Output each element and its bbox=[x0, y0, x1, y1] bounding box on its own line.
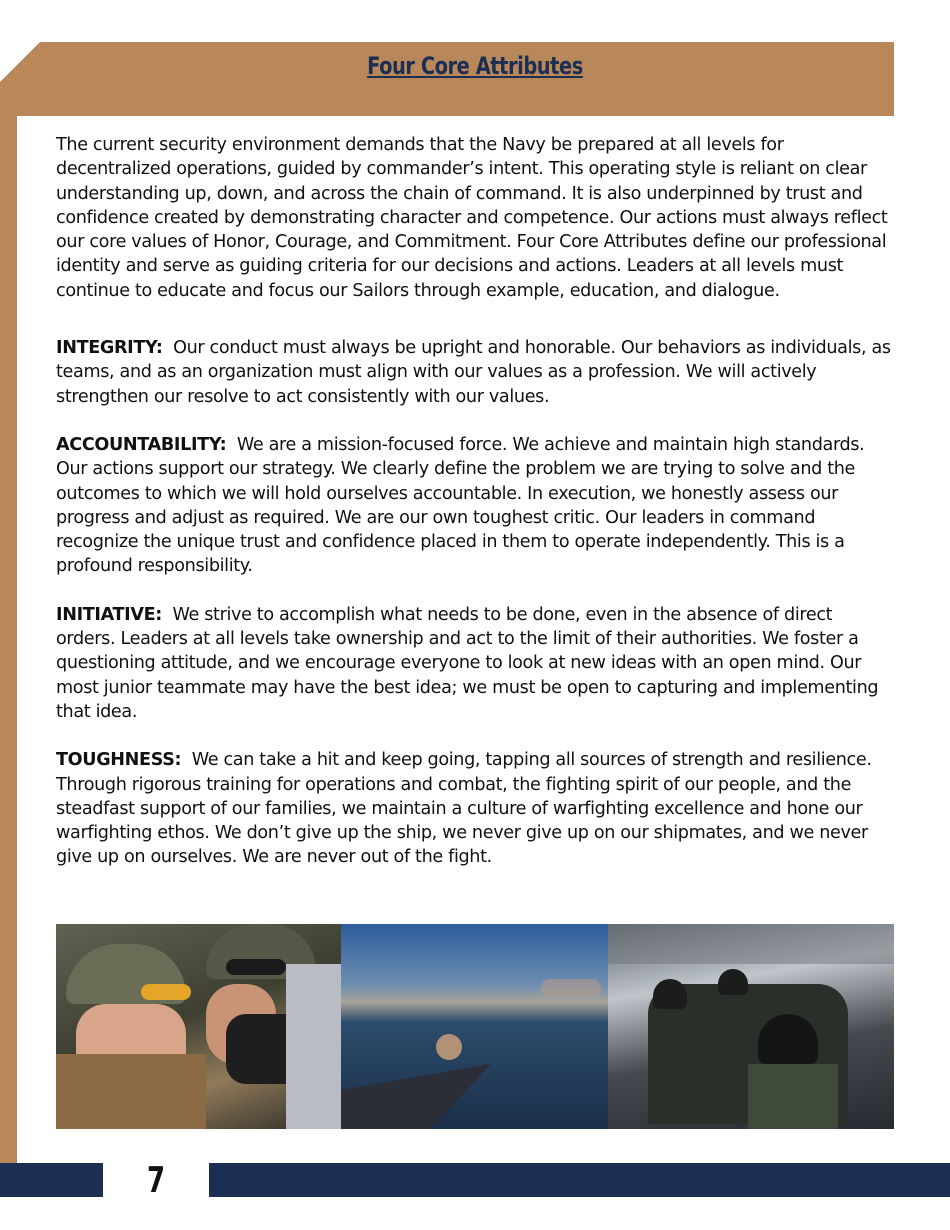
attribute-label: ACCOUNTABILITY: bbox=[56, 434, 227, 455]
body-content bbox=[56, 133, 896, 894]
attribute-accountability bbox=[56, 433, 896, 579]
attribute-initiative bbox=[56, 603, 896, 724]
intro-paragraph: The current security environment demands that the Navy be prepared at all levels for decentralized operations, guided by commander’s intent. This operating style is reliant on clear understanding up, down, and across the chain of command. It is also underpinned by trust and confidence created by demonstrating character and competence. Our actions must always reflect our core values of Honor, Courage, and Commitment. Four Core Attributes define our professional identity and serve as guiding criteria for our decisions and actions. Leaders at all levels must continue to educate and focus our Sailors through example, education, and dialogue. bbox=[56, 135, 888, 301]
photo-strip bbox=[56, 924, 894, 1129]
attribute-label: INITIATIVE: bbox=[56, 604, 162, 625]
photo-ship-gunfire bbox=[341, 924, 608, 1129]
photo-boat-crew bbox=[608, 924, 894, 1129]
attribute-label: INTEGRITY: bbox=[56, 338, 163, 359]
footer-bar-left bbox=[0, 1163, 103, 1197]
attribute-text: We are a mission-focused force. We achieve and maintain high standards. Our actions support our strategy. We clearly define the problem we are trying to solve and the outcomes to which we will hold ourselves accountable. In execution, we honestly assess our progress and adjust as required. We are our own toughest critic. Our leaders in command recognize the unique trust and confidence placed in them to operate independently. This is a profound responsibility. bbox=[56, 434, 865, 577]
attribute-text: We can take a hit and keep going, tapping all sources of strength and resilience. Through rigorous training for operations and combat, the fighting spirit of our people, and the steadfast support of our families, we maintain a culture of warfighting excellence and hone our warfighting ethos. We don’t give up the ship, we never give up on our shipmates, and we never give up on ourselves. We are never out of the fight. bbox=[56, 750, 872, 868]
attribute-label: TOUGHNESS: bbox=[56, 750, 182, 771]
page-number: 7 bbox=[146, 1160, 166, 1201]
page-title: Four Core Attributes bbox=[367, 52, 583, 80]
photo-sailors-firing bbox=[56, 924, 341, 1129]
left-accent-bar bbox=[0, 84, 17, 1164]
attribute-text: Our conduct must always be upright and honorable. Our behaviors as individuals, as teams, and as an organization must align with our values as a profession. We will actively strengthen our resolve to act consistently with our values. bbox=[56, 338, 891, 407]
attribute-toughness bbox=[56, 748, 896, 869]
attribute-text: We strive to accomplish what needs to be done, even in the absence of direct orders. Leaders at all levels take ownership and act to the limit of their authorities. We foster a questioning attitude, and we encourage everyone to look at new ideas with an open mind. Our most junior teammate may have the best idea; we must be open to capturing and implementing that idea. bbox=[56, 604, 879, 722]
footer-bar-right bbox=[209, 1163, 950, 1197]
attribute-integrity bbox=[56, 336, 896, 409]
